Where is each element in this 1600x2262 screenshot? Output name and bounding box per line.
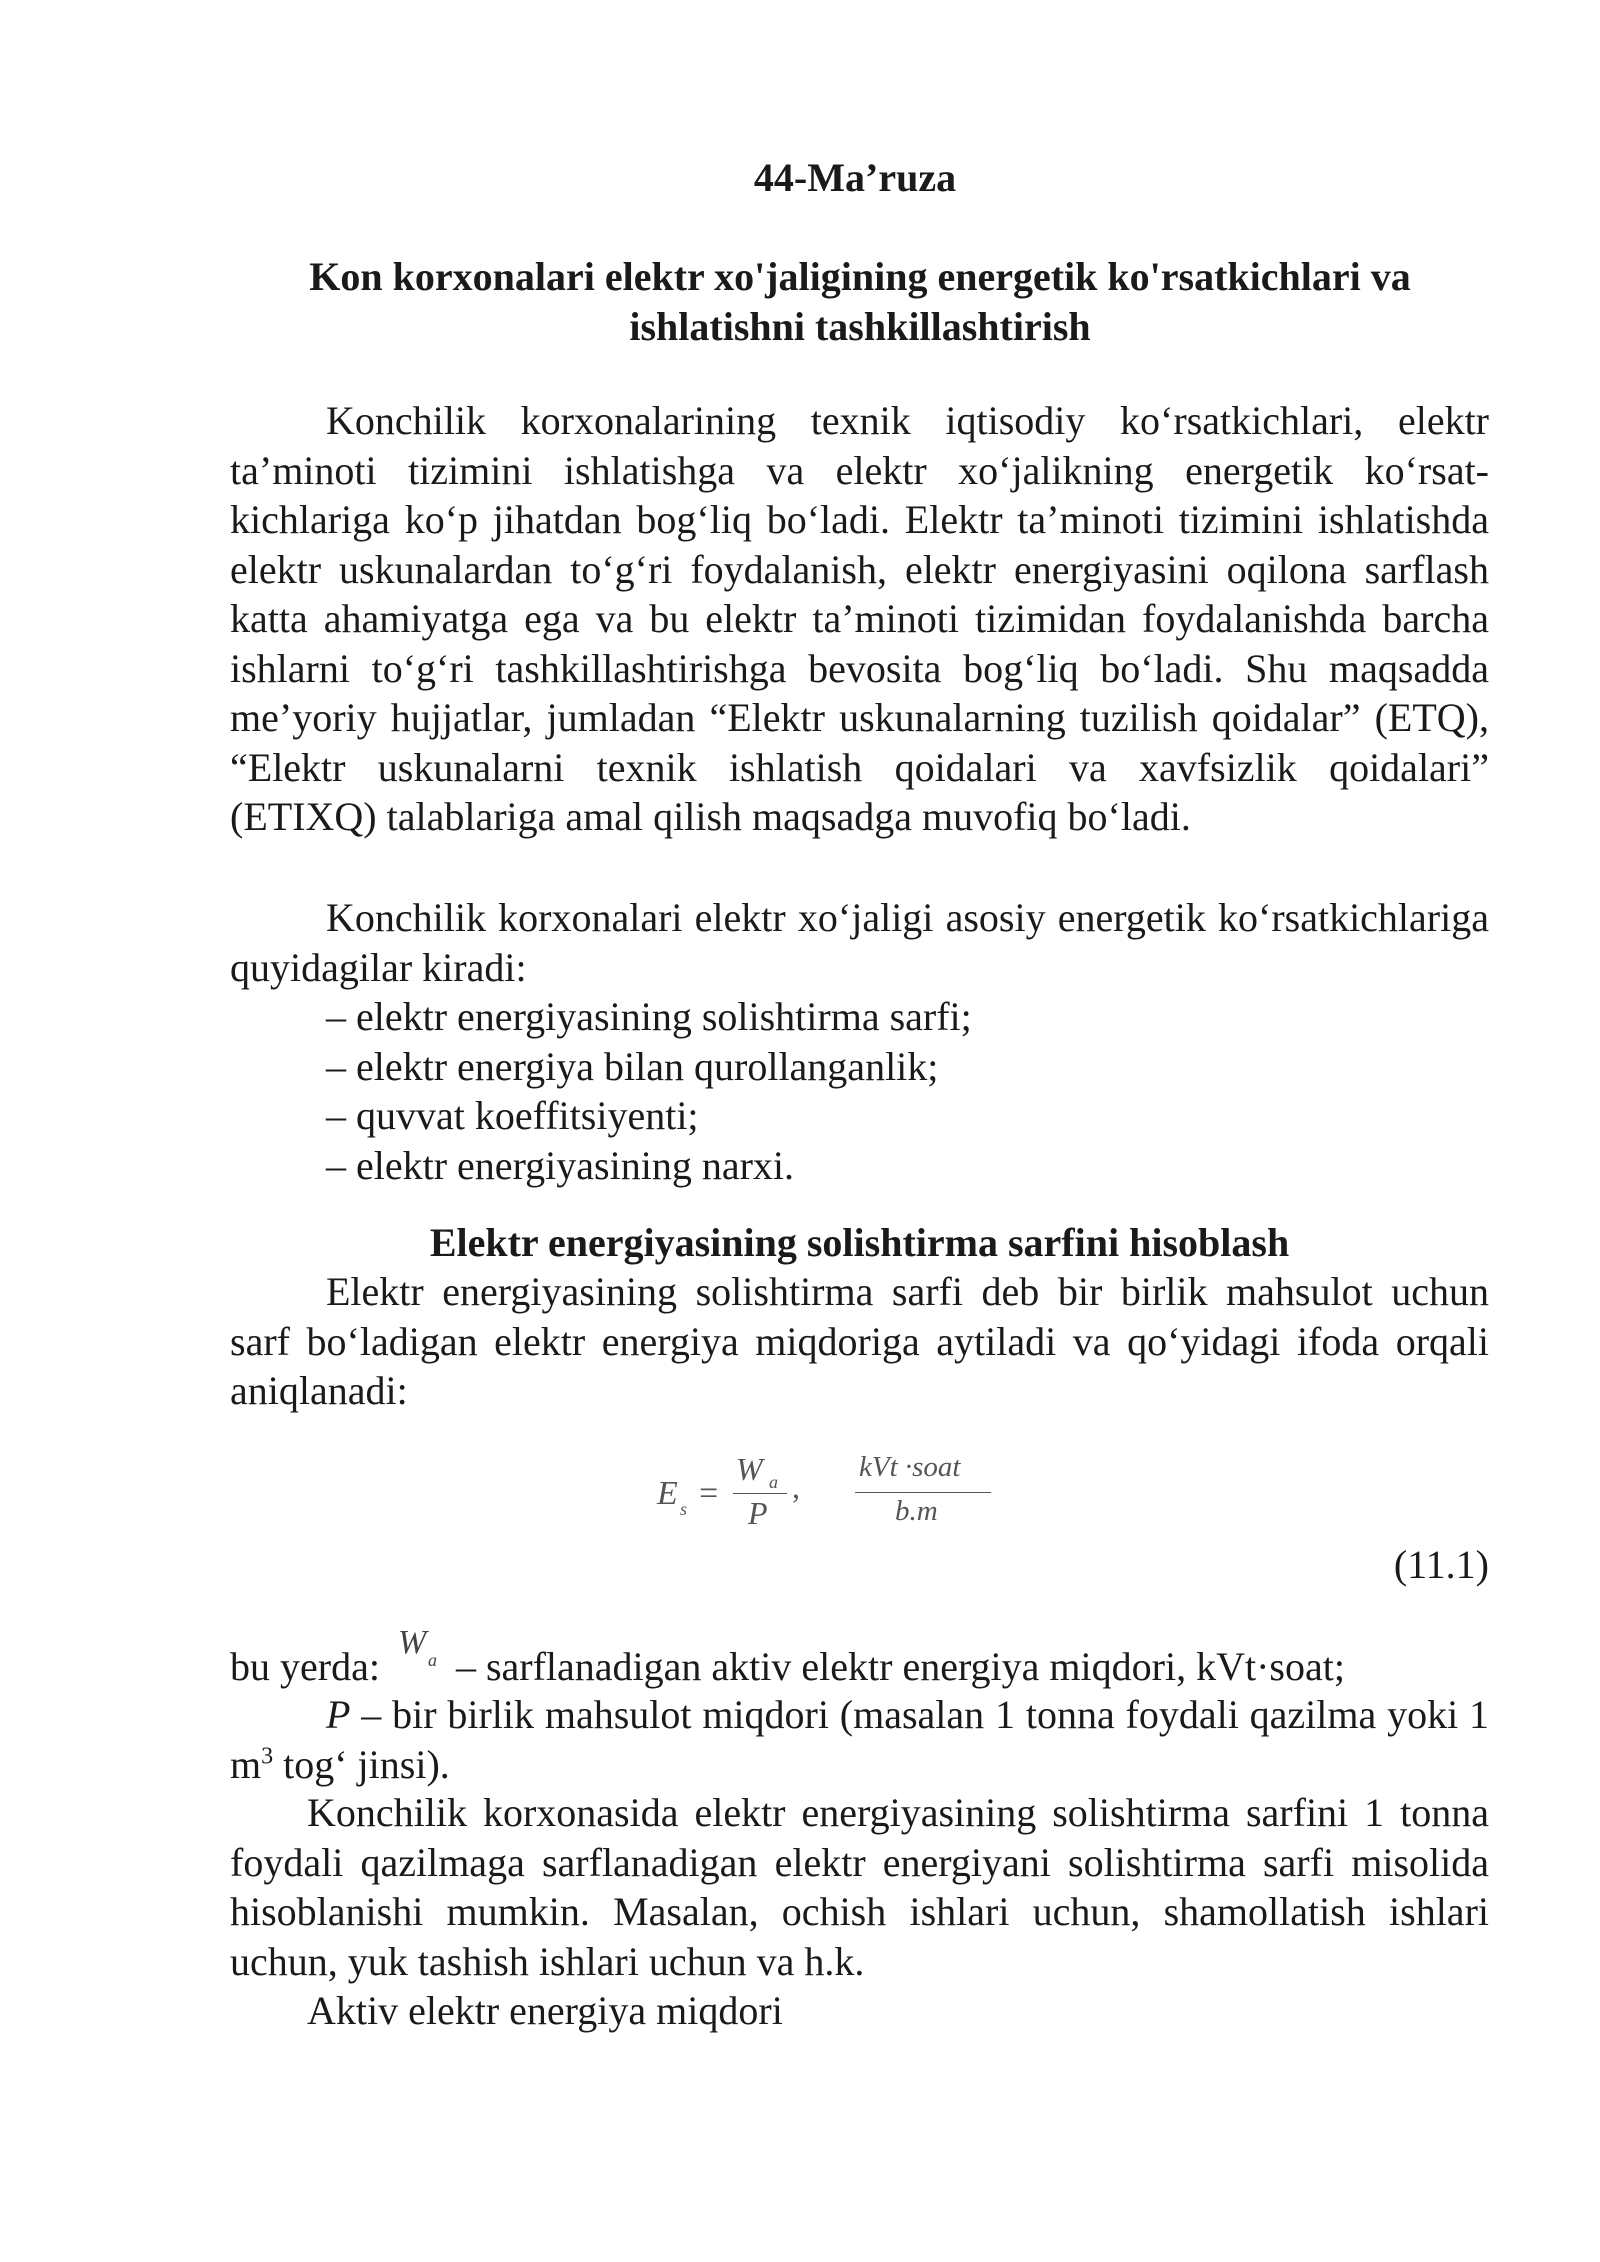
definition-sup: 3: [261, 1743, 274, 1770]
formula-numerator-sub: a: [769, 1472, 778, 1492]
list-item: – quvvat koeffitsiyenti;: [326, 1093, 699, 1138]
definition-symbol: P: [326, 1692, 351, 1737]
lecture-number: 44-Ma’ruza: [753, 155, 957, 200]
formula-numerator: W: [736, 1451, 763, 1487]
where-symbol-wrap: [390, 1624, 446, 1680]
paragraph-example: Konchilik korxonasida elektr energiyasining solishtirma sarfini 1 tonna foydali qazilmaga sarflanadigan elektr energiyani solishtirma sarfi misolida hisoblanishi mumkin. Masalan, ochish ishlari uchun, shamollatish ishlari uchun, yuk tashish ishlari uchun va h.k.: [230, 1790, 1489, 1984]
where-prefix: bu yerda:: [230, 1644, 380, 1689]
formula-comma: ,: [792, 1469, 800, 1505]
paragraph-indicators: Konchilik korxonalari elektr xo‘jaligi asosiy energetik ko‘rsatkichlariga quyidagilar kiradi:: [230, 895, 1489, 990]
unit-fraction-bar: [855, 1492, 991, 1493]
indicator-list: [326, 992, 972, 1190]
paragraph-definition: Elektr energiyasining solishtirma sarfi deb bir birlik mahsulot uchun sarf bo‘ladigan elektr energiya miqdoriga aytiladi va qo‘yidagi ifoda orqali aniqlanadi:: [230, 1269, 1489, 1413]
where-text: – sarflanadigan aktiv elektr energiya miqdori, kVt·soat;: [455, 1644, 1345, 1689]
formula-lhs-sub: s: [680, 1499, 688, 1519]
fraction-bar: [733, 1493, 787, 1494]
where-symbol-sub: a: [427, 1650, 437, 1670]
formula-denominator: P: [748, 1495, 768, 1531]
list-item: – elektr energiyasining narxi.: [326, 1142, 795, 1188]
formula-equals: =: [699, 1475, 719, 1512]
definition-text-b: tog‘ jinsi).: [273, 1741, 450, 1787]
paragraph-intro: Konchilik korxonalarining texnik iqtisodiy ko‘rsatkichlari, elektr ta’minoti tizimini ishlatishga va elektr xo‘jalikning energetik ko‘rsat-kichlariga ko‘p jihatdan bog‘liq bo‘ladi. Elektr ta’minoti tizimini ishlatishda elektr uskunalardan to‘g‘ri foydalanish, elektr energiyasini oqilona sarflash katta ahamiyatga ega va bu elektr ta’minoti tizimidan foydalanishda barcha ishlarni to‘g‘ri tashkillashtirishga bevosita bog‘liq bo‘ladi. Shu maqsadda me’yoriy hujjatlar, jumladan “Elektr uskunalarning tuzilish qoidalar” (ETQ), “Elektr uskunalarni texnik ishlatish qoidalari va xavfsizlik qoidalari” (ETIXQ) talablariga amal qilish maqsadga muvofiq bo‘ladi.: [230, 398, 1489, 839]
where-symbol: W: [397, 1624, 427, 1661]
list-item: – elektr energiyasining solishtirma sarfi;: [326, 994, 972, 1039]
page-title: Kon korxonalari elektr xo'jaligining energetik ko'rsatkichlari va ishlatishni tashkillashtirish: [309, 254, 1411, 349]
formula-unit-numerator: kVt ·soat: [859, 1451, 961, 1483]
list-item: – elektr energiya bilan qurollanganlik;: [326, 1043, 939, 1089]
formula-11-1: [655, 1451, 1015, 1565]
formula-unit-denominator: b.m: [895, 1495, 938, 1527]
definition-text-a: – bir birlik mahsulot miqdori (masalan 1 tonna foydali qazilma yoki 1 m: [230, 1692, 1490, 1787]
equation-number: (11.1): [1393, 1542, 1489, 1587]
section-title: Elektr energiyasining solishtirma sarfini hisoblash: [429, 1220, 1290, 1265]
formula-lhs: E: [657, 1475, 678, 1512]
definition-p: [230, 1690, 1489, 1789]
paragraph-active-energy: Aktiv elektr energiya miqdori: [307, 1988, 783, 2033]
where-line: [230, 1624, 1489, 1692]
